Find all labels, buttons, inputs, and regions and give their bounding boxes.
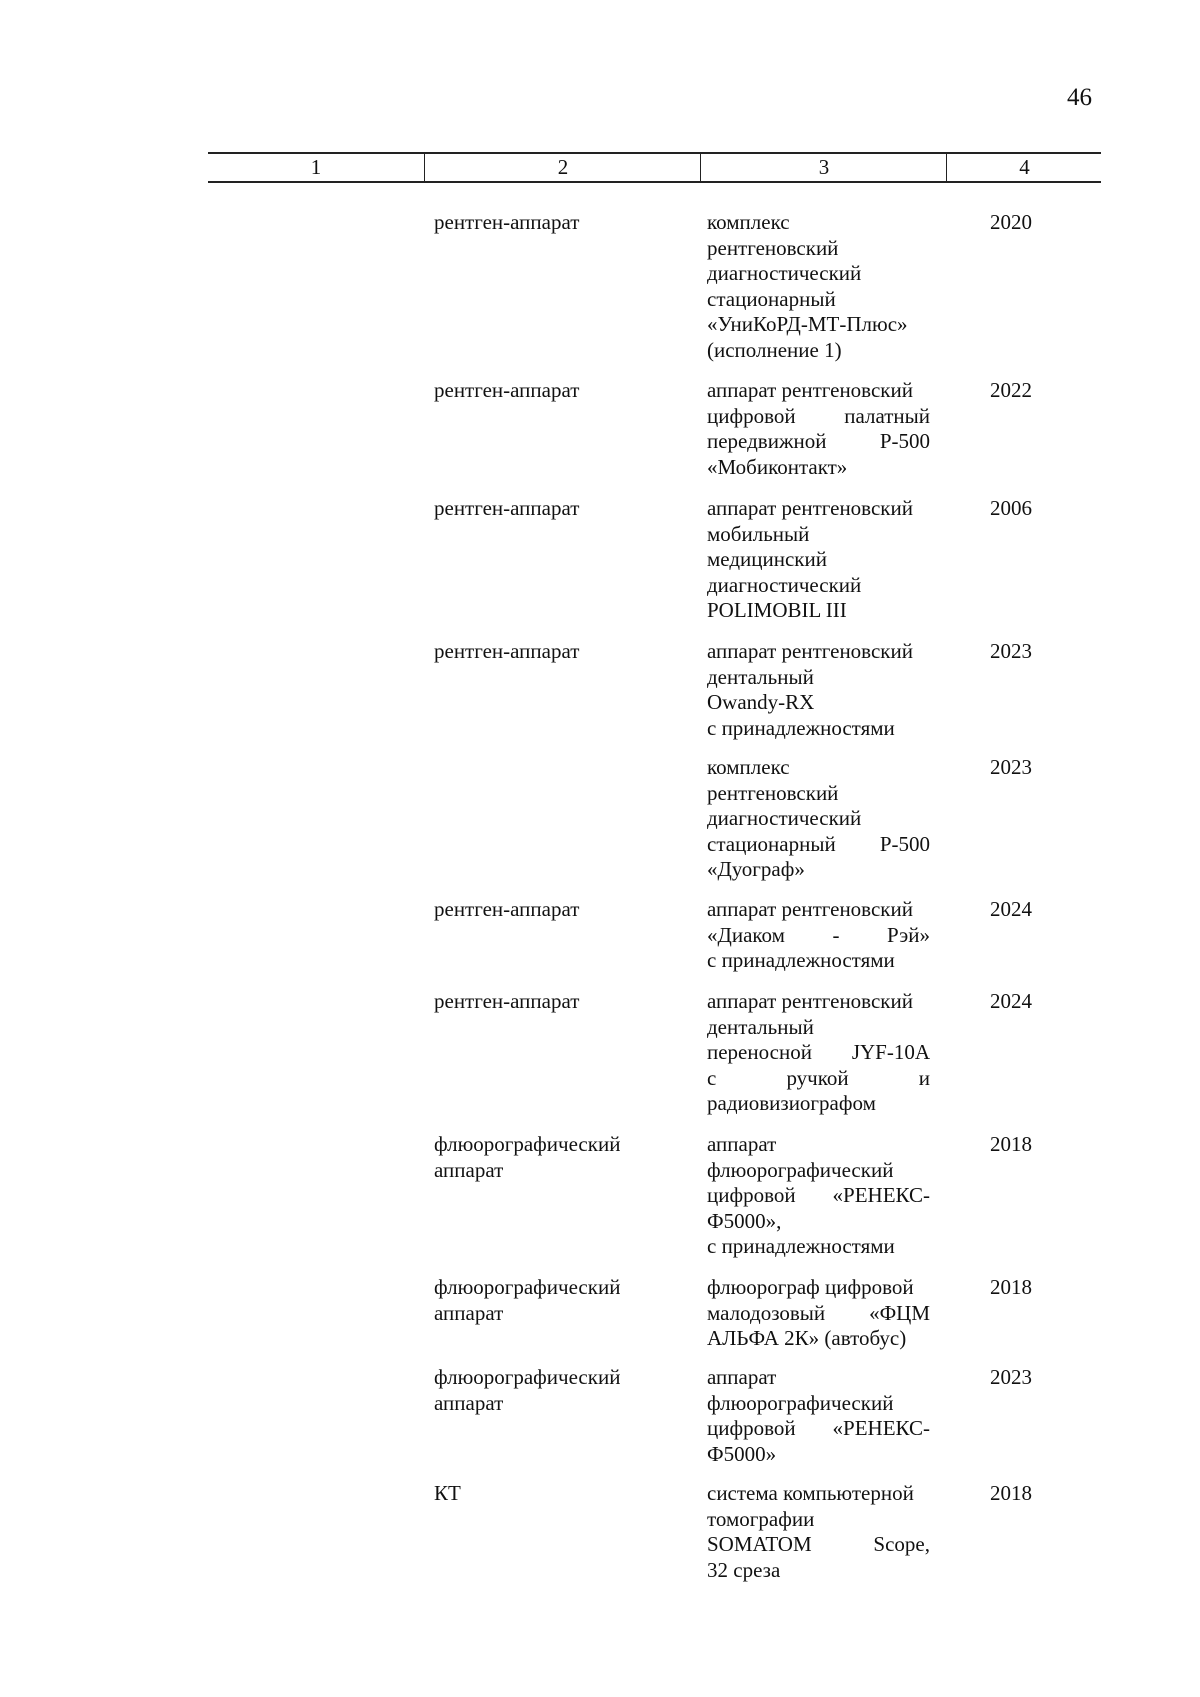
equipment-name-line: стационарный xyxy=(707,286,836,311)
equipment-name-line: аппарат рентгеновский xyxy=(707,989,913,1013)
equipment-name-cell xyxy=(707,378,930,480)
equipment-name-line: с принадлежностями xyxy=(707,715,895,740)
column-header-4: 4 xyxy=(946,154,1102,181)
equipment-name-line: SOMATOM Scope, xyxy=(707,1532,930,1557)
equipment-name-line: радиовизиографом xyxy=(707,1091,876,1116)
equipment-name-line: диагностический xyxy=(707,261,862,286)
column-header-1: 1 xyxy=(310,155,322,179)
page-number: 46 xyxy=(1067,84,1092,111)
equipment-name-line: переносной JYF-10A xyxy=(707,1040,930,1065)
equipment-name-line: флюорографический xyxy=(707,1157,894,1182)
equipment-name-line: с принадлежностями xyxy=(707,1234,895,1259)
equipment-name-line: дентальный xyxy=(707,1014,814,1039)
equipment-name-cell xyxy=(707,1132,930,1260)
column-header-2: 2 xyxy=(424,154,701,181)
year-cell: 2018 xyxy=(990,1275,1032,1299)
equipment-name-line: мобильный xyxy=(707,521,810,546)
year-cell: 2023 xyxy=(990,1365,1032,1389)
equipment-type-cell: флюорографический аппарат xyxy=(434,1275,621,1325)
equipment-name-line: с ручкой и xyxy=(707,1065,930,1090)
equipment-name-line: рентгеновский xyxy=(707,235,839,260)
year-cell: 2024 xyxy=(990,989,1032,1013)
equipment-name-line: дентальный xyxy=(707,664,814,689)
year-cell: 2024 xyxy=(990,897,1032,921)
equipment-type-cell: рентген-аппарат xyxy=(434,210,580,234)
equipment-type-cell: КТ xyxy=(434,1481,461,1505)
equipment-type-cell: флюорографический аппарат xyxy=(434,1365,621,1415)
equipment-name-cell xyxy=(707,897,930,974)
equipment-name-line: Ф5000», xyxy=(707,1208,782,1233)
year-cell: 2022 xyxy=(990,378,1032,402)
equipment-name-line: аппарат рентгеновский xyxy=(707,496,913,520)
year-cell: 2023 xyxy=(990,755,1032,779)
equipment-name-line: комплекс xyxy=(707,755,790,779)
equipment-type-cell: рентген-аппарат xyxy=(434,496,580,520)
equipment-name-cell xyxy=(707,755,930,883)
equipment-name-line: Owandy-RX xyxy=(707,690,815,715)
equipment-name-line: диагностический xyxy=(707,572,862,597)
equipment-name-cell xyxy=(707,1275,930,1352)
equipment-name-line: малодозовый «ФЦМ xyxy=(707,1300,930,1325)
equipment-name-line: стационарный Р-500 xyxy=(707,831,930,856)
year-cell: 2018 xyxy=(990,1132,1032,1156)
equipment-name-line: передвижной Р-500 xyxy=(707,429,930,454)
equipment-name-line: аппарат рентгеновский xyxy=(707,378,913,402)
equipment-name-line: аппарат рентгеновский xyxy=(707,897,913,921)
equipment-name-cell xyxy=(707,1481,930,1583)
equipment-name-cell xyxy=(707,210,930,364)
equipment-name-line: «Мобиконтакт» xyxy=(707,454,848,479)
column-header-3: 3 xyxy=(700,154,947,181)
equipment-name-line: флюорограф цифровой xyxy=(707,1275,914,1299)
equipment-name-line: аппарат рентгеновский xyxy=(707,639,913,663)
equipment-name-line: с принадлежностями xyxy=(707,948,895,973)
equipment-name-cell xyxy=(707,1365,930,1467)
equipment-type-cell: рентген-аппарат xyxy=(434,989,580,1013)
equipment-name-line: «Диаком - Рэй» xyxy=(707,922,930,947)
equipment-name-line: медицинский xyxy=(707,547,827,572)
equipment-type-cell: рентген-аппарат xyxy=(434,639,580,663)
equipment-name-line: «Дуограф» xyxy=(707,857,805,882)
equipment-name-line: флюорографический xyxy=(707,1390,894,1415)
equipment-name-line: цифровой «РЕНЕКС- xyxy=(707,1183,930,1208)
equipment-type-cell: рентген-аппарат xyxy=(434,897,580,921)
equipment-name-line: аппарат xyxy=(707,1365,777,1389)
year-cell: 2018 xyxy=(990,1481,1032,1505)
year-cell: 2020 xyxy=(990,210,1032,234)
equipment-name-line: томографии xyxy=(707,1506,815,1531)
equipment-name-cell xyxy=(707,989,930,1117)
equipment-name-cell xyxy=(707,496,930,624)
year-cell: 2006 xyxy=(990,496,1032,520)
equipment-name-cell xyxy=(707,639,930,741)
equipment-type-cell: рентген-аппарат xyxy=(434,378,580,402)
year-cell: 2023 xyxy=(990,639,1032,663)
equipment-name-line: рентгеновский xyxy=(707,780,839,805)
equipment-name-line: 32 среза xyxy=(707,1557,781,1582)
equipment-name-line: POLIMOBIL III xyxy=(707,598,847,623)
equipment-name-line: аппарат xyxy=(707,1132,777,1156)
equipment-name-line: цифровой «РЕНЕКС- xyxy=(707,1416,930,1441)
equipment-type-cell: флюорографический аппарат xyxy=(434,1132,621,1182)
equipment-name-line: Ф5000» xyxy=(707,1441,777,1466)
equipment-name-line: система компьютерной xyxy=(707,1481,914,1505)
equipment-name-line: «УниКоРД-МТ-Плюс» xyxy=(707,312,908,337)
equipment-name-line: АЛЬФА 2К» (автобус) xyxy=(707,1326,907,1351)
equipment-name-line: (исполнение 1) xyxy=(707,337,842,362)
equipment-name-line: цифровой палатный xyxy=(707,403,930,428)
equipment-name-line: диагностический xyxy=(707,806,862,831)
equipment-name-line: комплекс xyxy=(707,210,790,234)
